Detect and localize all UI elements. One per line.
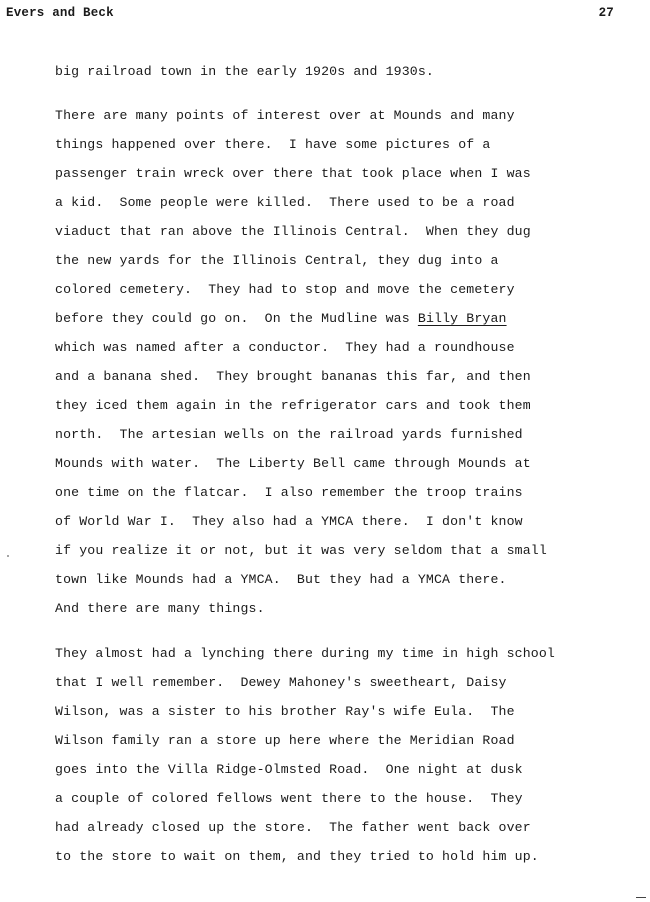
page-number: 27: [598, 6, 614, 20]
text-line: passenger train wreck over there that took place when I was: [55, 166, 531, 181]
text-line: had already closed up the store. The father went back over: [55, 820, 531, 835]
underlined-name: Billy Bryan: [417, 311, 507, 326]
text-line: colored cemetery. They had to stop and move the cemetery: [55, 282, 515, 297]
text-line: big railroad town in the early 1920s and 1930s.: [55, 64, 434, 79]
text-line-start: before they could go on. On the Mudline was: [55, 311, 418, 326]
text-line: one time on the flatcar. I also remember the troop trains: [55, 485, 523, 500]
text-line: Wilson family ran a store up here where the Meridian Road: [55, 733, 515, 748]
scan-edge-mark: [636, 897, 646, 898]
text-line: things happened over there. I have some pictures of a: [55, 137, 491, 152]
header-title: Evers and Beck: [6, 6, 114, 20]
scan-speck: [7, 555, 9, 557]
text-line: a couple of colored fellows went there to the house. They: [55, 791, 523, 806]
text-line: They almost had a lynching there during my time in high school: [55, 646, 555, 661]
text-line: Wilson, was a sister to his brother Ray's wife Eula. The: [55, 704, 515, 719]
text-line: viaduct that ran above the Illinois Central. When they dug: [55, 224, 531, 239]
text-line: which was named after a conductor. They had a roundhouse: [55, 340, 515, 355]
text-line: north. The artesian wells on the railroad yards furnished: [55, 427, 523, 442]
text-line: And there are many things.: [55, 601, 265, 616]
page-header: [6, 6, 614, 22]
text-line: if you realize it or not, but it was very seldom that a small: [55, 543, 547, 558]
text-line: Mounds with water. The Liberty Bell came through Mounds at: [55, 456, 531, 471]
text-line: a kid. Some people were killed. There used to be a road: [55, 195, 515, 210]
text-line: goes into the Villa Ridge-Olmsted Road. One night at dusk: [55, 762, 523, 777]
text-line: town like Mounds had a YMCA. But they had a YMCA there.: [55, 572, 507, 587]
text-line: [55, 311, 507, 327]
text-line: and a banana shed. They brought bananas this far, and then: [55, 369, 531, 384]
text-line: they iced them again in the refrigerator cars and took them: [55, 398, 531, 413]
text-line: to the store to wait on them, and they tried to hold him up.: [55, 849, 539, 864]
text-line: of World War I. They also had a YMCA there. I don't know: [55, 514, 523, 529]
text-line: the new yards for the Illinois Central, they dug into a: [55, 253, 499, 268]
text-line: There are many points of interest over at Mounds and many: [55, 108, 515, 123]
text-line: that I well remember. Dewey Mahoney's sweetheart, Daisy: [55, 675, 507, 690]
